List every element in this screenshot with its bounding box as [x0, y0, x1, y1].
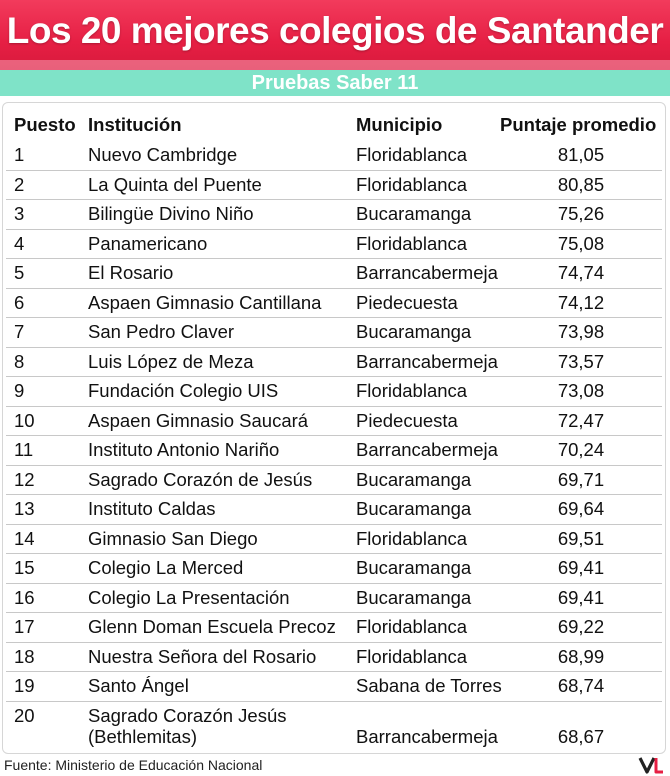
rank-cell: 12 [14, 468, 35, 490]
institution-line-1: Sagrado Corazón Jesús [88, 704, 287, 726]
municipality-cell: Floridablanca [356, 616, 468, 637]
rank-cell: 17 [14, 616, 35, 637]
institution-cell: Aspaen Gimnasio Saucará [88, 409, 309, 431]
table-row [2, 554, 666, 584]
source-note: Fuente: Ministerio de Educación Nacional [4, 757, 263, 773]
rank-cell: 20 [14, 704, 35, 726]
rank-cell: 3 [14, 203, 25, 224]
rank-cell: 13 [14, 498, 35, 519]
table-row [2, 259, 666, 289]
table-row [2, 525, 666, 555]
table-row [2, 200, 666, 230]
institution-cell: Bilingüe Divino Niño [88, 203, 254, 224]
table-row [2, 377, 666, 407]
municipality-cell: Bucaramanga [356, 557, 472, 578]
score-cell: 68,99 [557, 645, 605, 667]
municipality-cell: Barrancabermeja [356, 262, 498, 283]
score-cell: 75,08 [557, 232, 605, 254]
page-subtitle: Pruebas Saber 11 [251, 72, 419, 94]
municipality-cell: Piedecuesta [356, 291, 458, 313]
rank-cell: 14 [14, 527, 35, 549]
table-row [2, 407, 666, 437]
rank-cell: 15 [14, 557, 35, 578]
table-row [2, 466, 666, 496]
municipality-cell: Floridablanca [356, 144, 468, 165]
municipality-cell: Floridablanca [356, 645, 468, 667]
municipality-cell: Bucaramanga [356, 321, 472, 342]
table-row [2, 672, 666, 702]
table-row [2, 495, 666, 525]
page-title: Los 20 mejores colegios de Santander [6, 10, 664, 51]
institution-cell: Instituto Antonio Nariño [88, 439, 280, 460]
score-cell: 80,85 [557, 173, 605, 195]
table-row [2, 318, 666, 348]
score-cell: 69,51 [557, 527, 605, 549]
rank-cell: 7 [14, 321, 25, 342]
table-row [2, 436, 666, 466]
rank-cell: 2 [14, 173, 25, 195]
rank-cell: 11 [14, 439, 34, 460]
score-cell: 69,41 [557, 557, 605, 578]
institution-cell: Instituto Caldas [88, 498, 216, 519]
table-row [2, 171, 666, 201]
table-row [2, 289, 666, 319]
rank-cell: 6 [14, 291, 25, 313]
score-cell: 74,74 [557, 262, 605, 283]
municipality-cell: Floridablanca [356, 232, 468, 254]
institution-cell: Nuestra Señora del Rosario [88, 645, 317, 667]
institution-cell: La Quinta del Puente [88, 173, 262, 195]
municipality-cell: Bucaramanga [356, 203, 472, 224]
table-header-row [2, 102, 666, 140]
header-puntaje: Puntaje promedio [500, 114, 657, 135]
score-cell: 73,57 [557, 350, 605, 372]
table-row [2, 141, 666, 171]
municipality-cell: Barrancabermeja [356, 439, 498, 460]
score-cell: 73,08 [557, 380, 605, 401]
score-cell: 74,12 [557, 291, 605, 313]
title-banner-edge [0, 60, 670, 70]
header-puesto: Puesto [14, 114, 76, 135]
header-municipio: Municipio [356, 114, 443, 135]
rank-cell: 4 [14, 232, 25, 254]
rank-cell: 10 [14, 409, 35, 431]
score-cell: 69,41 [557, 586, 605, 608]
municipality-cell: Bucaramanga [356, 468, 472, 490]
score-cell: 68,67 [557, 725, 605, 747]
rank-cell: 5 [14, 262, 25, 283]
rank-cell: 18 [14, 645, 35, 667]
institution-cell: Aspaen Gimnasio Cantillana [88, 291, 322, 313]
institution-cell: Gimnasio San Diego [88, 527, 258, 549]
table-row [2, 702, 666, 752]
institution-cell: Nuevo Cambridge [88, 144, 238, 165]
rank-cell: 1 [14, 144, 25, 165]
institution-cell: Santo Ángel [88, 675, 189, 696]
score-cell: 75,26 [557, 203, 605, 224]
table-row [2, 230, 666, 260]
table-row [2, 348, 666, 378]
institution-cell: Luis López de Meza [88, 350, 254, 372]
municipality-cell: Barrancabermeja [356, 725, 498, 747]
municipality-cell: Floridablanca [356, 173, 468, 195]
score-cell: 72,47 [557, 409, 605, 431]
table-row [2, 643, 666, 673]
vl-logo-icon [638, 756, 664, 774]
municipality-cell: Barrancabermeja [356, 350, 498, 372]
score-cell: 69,64 [557, 498, 605, 519]
score-cell: 81,05 [557, 144, 605, 165]
institution-cell [88, 705, 286, 747]
institution-line-2: (Bethlemitas) [88, 725, 197, 747]
rank-cell: 8 [14, 350, 25, 372]
institution-cell: San Pedro Claver [88, 321, 235, 342]
rank-cell: 16 [14, 586, 35, 608]
institution-cell: El Rosario [88, 262, 174, 283]
table-row [2, 584, 666, 614]
municipality-cell: Floridablanca [356, 527, 468, 549]
score-cell: 69,22 [557, 616, 605, 637]
municipality-cell: Floridablanca [356, 380, 468, 401]
institution-cell: Colegio La Presentación [88, 586, 290, 608]
score-cell: 70,24 [557, 439, 605, 460]
municipality-cell: Bucaramanga [356, 498, 472, 519]
institution-cell: Fundación Colegio UIS [88, 380, 279, 401]
rank-cell: 9 [14, 380, 25, 401]
score-cell: 73,98 [557, 321, 605, 342]
score-cell: 69,71 [557, 468, 605, 490]
rank-cell: 19 [14, 675, 35, 696]
institution-cell: Glenn Doman Escuela Precoz [88, 616, 336, 637]
municipality-cell: Bucaramanga [356, 586, 472, 608]
table-row [2, 613, 666, 643]
score-cell: 68,74 [557, 675, 605, 696]
municipality-cell: Piedecuesta [356, 409, 458, 431]
municipality-cell: Sabana de Torres [356, 675, 502, 696]
header-institucion: Institución [88, 114, 182, 135]
institution-cell: Sagrado Corazón de Jesús [88, 468, 313, 490]
institution-cell: Colegio La Merced [88, 557, 244, 578]
institution-cell: Panamericano [88, 232, 208, 254]
